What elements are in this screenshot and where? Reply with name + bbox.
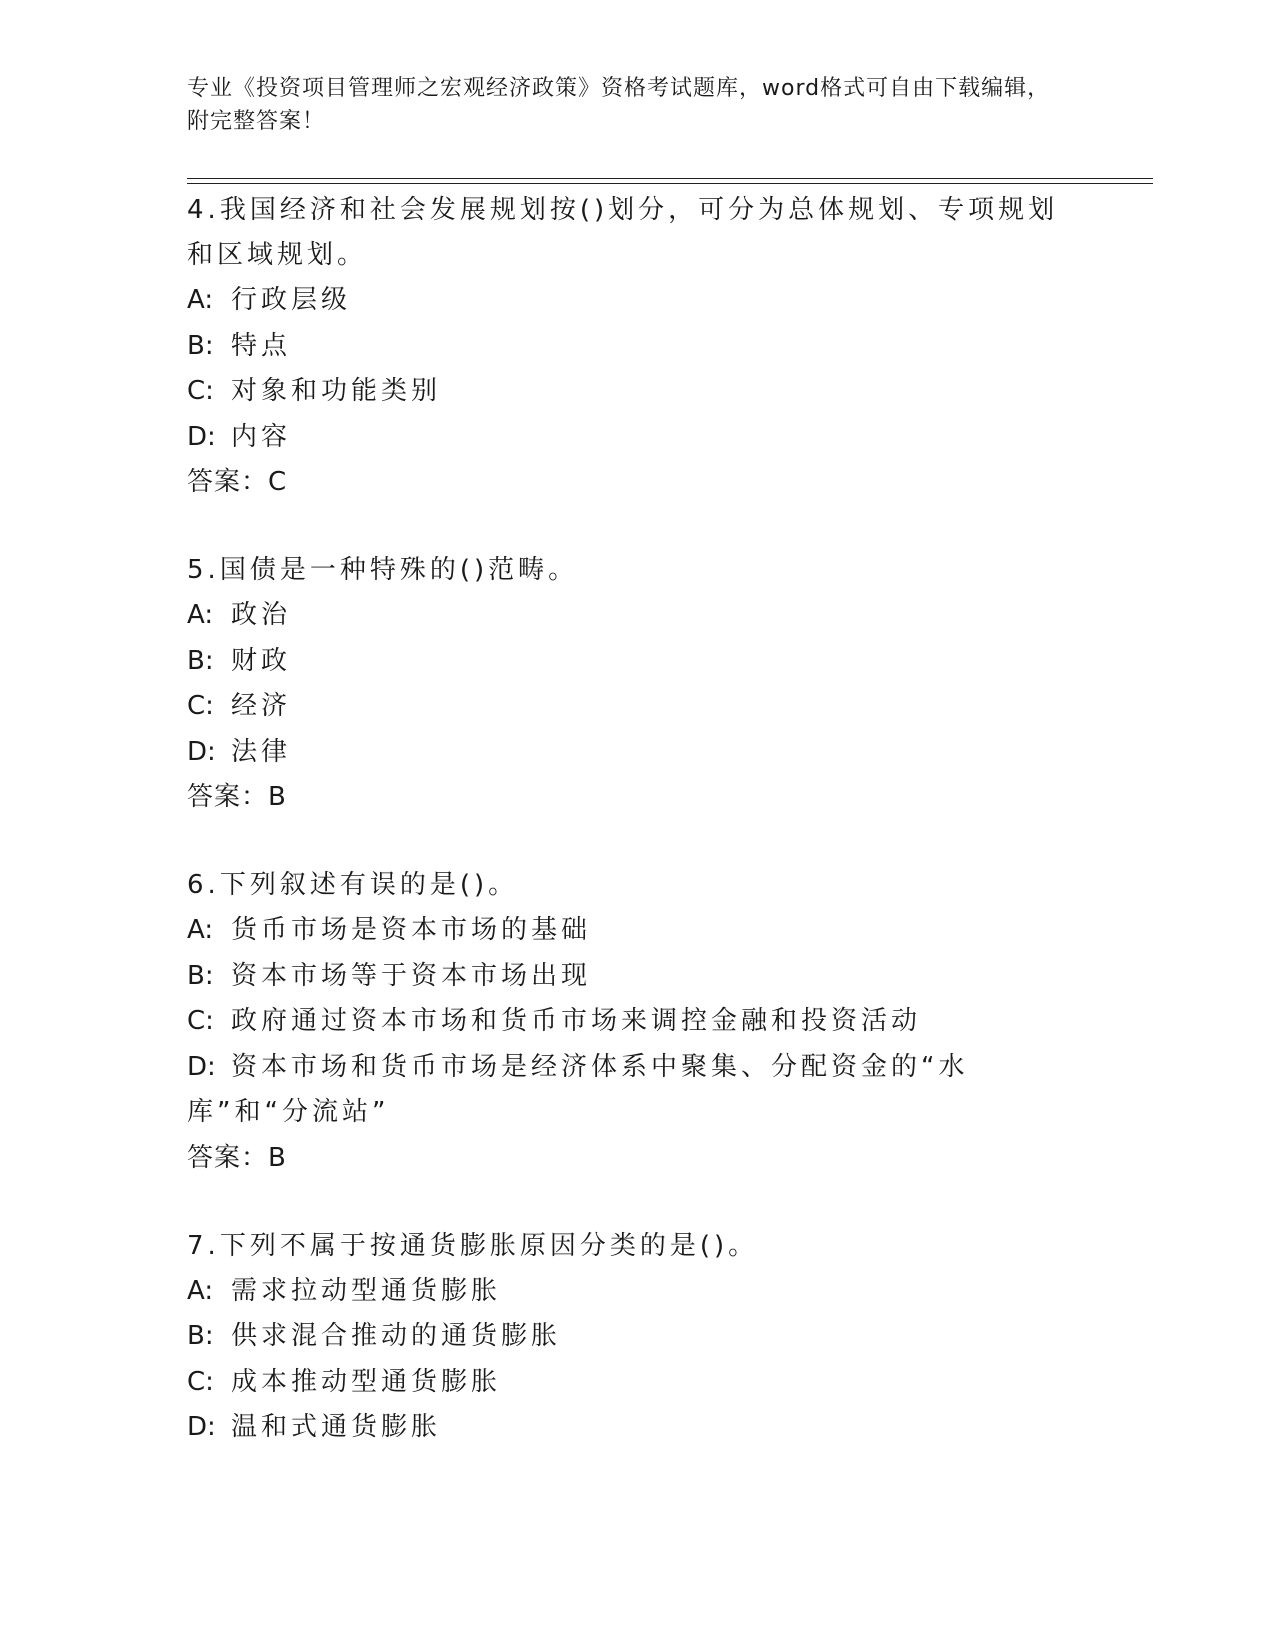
- option-d: [187, 1045, 1087, 1136]
- option-text: 货币市场是资本市场的基础: [231, 915, 592, 945]
- question-4: [187, 188, 1087, 505]
- answer-line: 答案：B: [187, 782, 287, 812]
- option-c: [187, 1360, 1087, 1406]
- question-7: [187, 1224, 1087, 1451]
- option-text: 资本市场和货币市场是经济体系中聚集、分配资金的“水库”和“分流站”: [187, 1051, 969, 1127]
- option-b: [187, 1314, 1087, 1360]
- option-letter: A:: [187, 600, 214, 630]
- option-letter: D:: [187, 736, 216, 767]
- option-letter: B:: [187, 330, 214, 361]
- answer-line: 答案：B: [187, 1142, 287, 1173]
- option-a: [187, 593, 1087, 639]
- option-a: [187, 1269, 1087, 1315]
- question-stem: 下列叙述有误的是()。: [219, 870, 519, 900]
- header-divider-top: [187, 178, 1153, 179]
- option-d: [187, 730, 1087, 776]
- option-letter: A:: [187, 285, 214, 315]
- option-letter: B:: [187, 1321, 214, 1351]
- question-stem: 下列不属于按通货膨胀原因分类的是()。: [219, 1230, 759, 1261]
- option-letter: B:: [187, 645, 214, 676]
- option-text: 成本推动型通货膨胀: [231, 1366, 502, 1397]
- option-text: 政府通过资本市场和货币市场来调控金融和投资活动: [231, 1006, 922, 1036]
- option-letter: C:: [187, 691, 214, 721]
- option-b: [187, 954, 1087, 1000]
- option-a: [187, 278, 1087, 324]
- question-text: [187, 188, 1087, 278]
- option-letter: B:: [187, 960, 214, 991]
- option-d: [187, 1405, 1087, 1451]
- question-5: [187, 548, 1087, 820]
- option-text: 温和式通货膨胀: [231, 1412, 442, 1442]
- question-number: 6.: [187, 870, 220, 900]
- question-text: [187, 1224, 1087, 1269]
- option-letter: D:: [187, 421, 216, 452]
- option-a: [187, 908, 1087, 954]
- question-list: [187, 188, 1087, 1494]
- question-text: [187, 548, 1087, 593]
- option-d: [187, 415, 1087, 461]
- option-text: 政治: [231, 600, 292, 630]
- option-letter: A:: [187, 915, 214, 945]
- option-text: 经济: [231, 691, 292, 721]
- question-number: 4.: [187, 195, 220, 225]
- option-text: 行政层级: [231, 285, 352, 315]
- option-letter: C:: [187, 1366, 214, 1397]
- option-letter: D:: [187, 1412, 216, 1442]
- option-text: 财政: [231, 645, 292, 676]
- option-c: [187, 369, 1087, 415]
- option-letter: C:: [187, 1006, 214, 1036]
- question-number: 7.: [187, 1230, 220, 1261]
- option-text: 对象和功能类别: [231, 376, 442, 406]
- option-text: 内容: [231, 421, 292, 452]
- question-text: [187, 863, 1087, 908]
- option-letter: D:: [187, 1051, 216, 1082]
- question-number: 5.: [187, 555, 220, 585]
- option-c: [187, 999, 1087, 1045]
- option-text: 供求混合推动的通货膨胀: [231, 1321, 562, 1351]
- option-text: 资本市场等于资本市场出现: [231, 960, 592, 991]
- option-text: 需求拉动型通货膨胀: [231, 1275, 502, 1306]
- option-text: 法律: [231, 736, 292, 767]
- option-letter: A:: [187, 1275, 214, 1306]
- question-6: [187, 863, 1087, 1181]
- option-c: [187, 684, 1087, 730]
- question-stem: 国债是一种特殊的()范畴。: [219, 555, 579, 585]
- option-letter: C:: [187, 376, 214, 406]
- document-header: 专业《投资项目管理师之宏观经济政策》资格考试题库，word格式可自由下载编辑，附完整答案！: [187, 76, 1051, 134]
- option-text: 特点: [231, 330, 292, 361]
- option-b: [187, 324, 1087, 370]
- answer-line: 答案：C: [187, 467, 288, 497]
- header-divider-bottom: [187, 183, 1153, 184]
- option-b: [187, 639, 1087, 685]
- question-stem: 我国经济和社会发展规划按()划分，可分为总体规划、专项规划和区域规划。: [187, 195, 1059, 270]
